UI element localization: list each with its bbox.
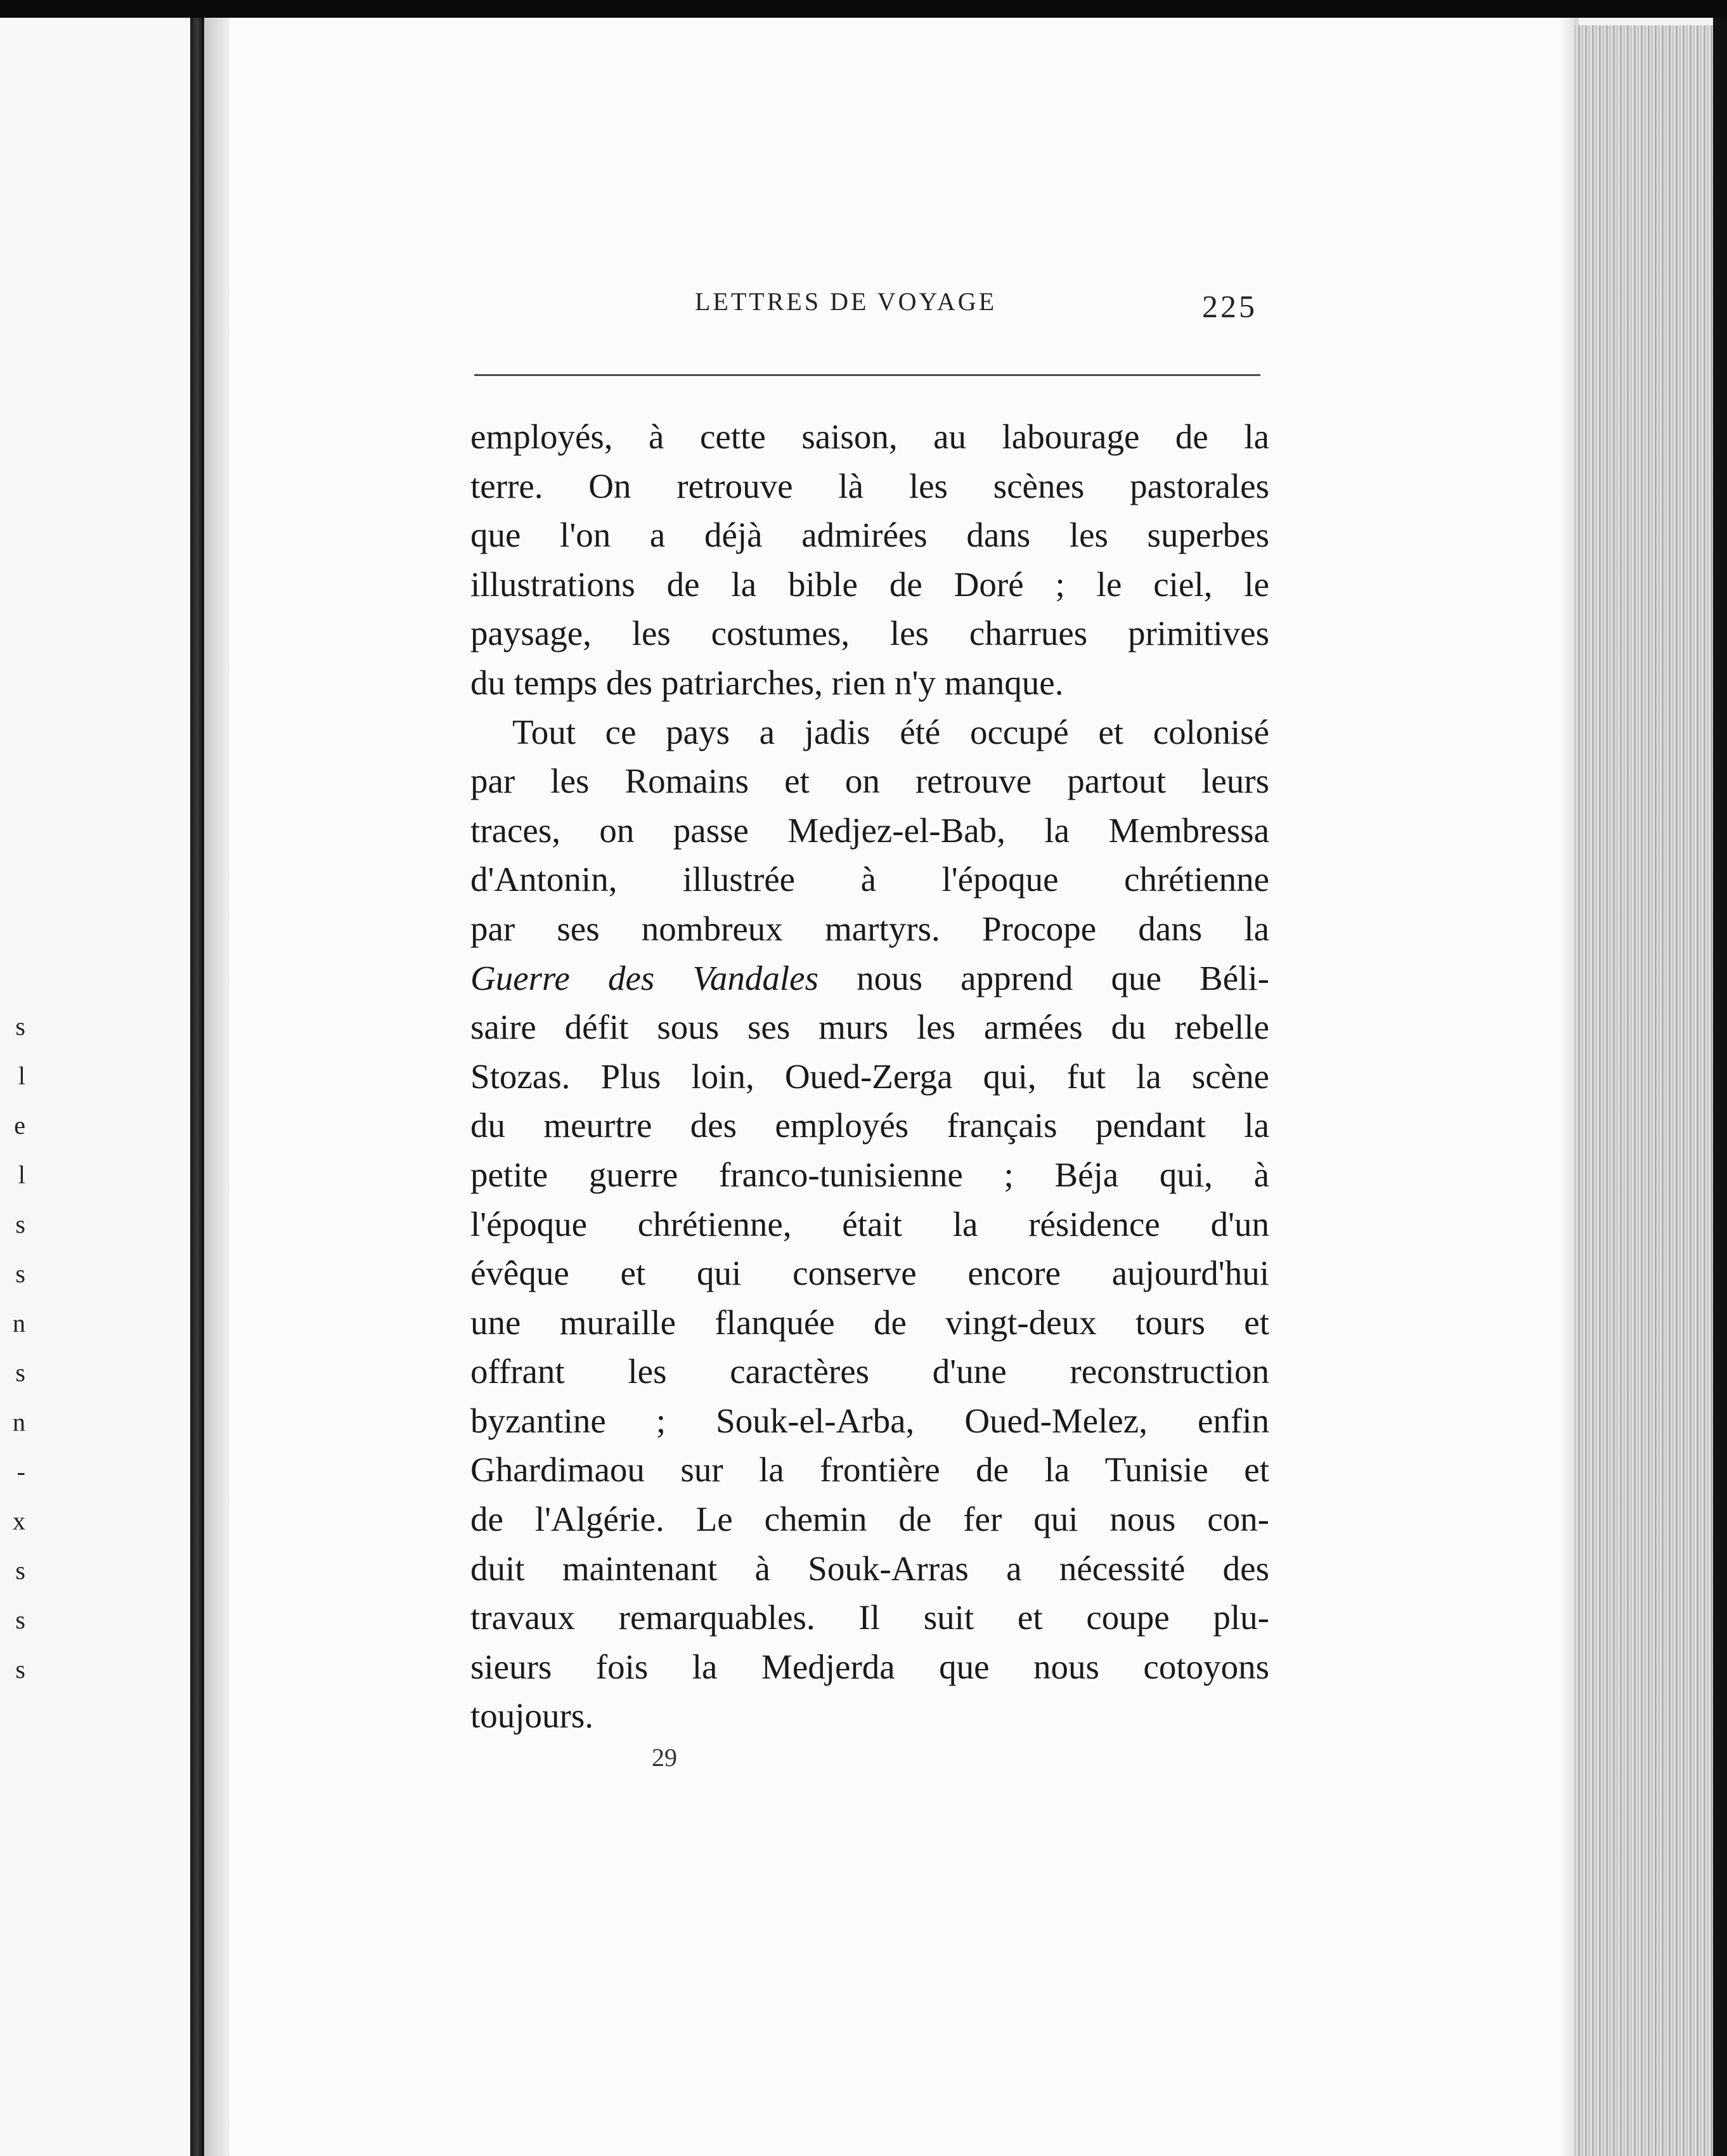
text-line: Ghardimaou sur la frontière de la Tunisie et — [470, 1450, 1269, 1490]
fragment-letter: n — [13, 1408, 25, 1436]
text-line: terre. On retrouve là les scènes pastorales — [470, 466, 1269, 505]
fragment-letter: l — [18, 1062, 25, 1090]
fragment-letter: s — [15, 1012, 25, 1041]
book-spine-shadow — [190, 18, 204, 2156]
fragment-letter: s — [15, 1358, 25, 1387]
text-line: byzantine ; Souk-el-Arba, Oued-Melez, enfin — [470, 1401, 1269, 1440]
facing-page-left — [0, 18, 209, 2156]
running-head-title: LETTRES DE VOYAGE — [695, 287, 997, 316]
text-line: par les Romains et on retrouve partout leurs — [470, 762, 1269, 801]
text-line: Stozas. Plus loin, Oued-Zerga qui, fut la scène — [470, 1056, 1269, 1096]
text-line: de l'Algérie. Le chemin de fer qui nous con- — [470, 1500, 1269, 1539]
text-line: travaux remarquables. Il suit et coupe plu- — [470, 1598, 1269, 1637]
text-line: d'Antonin, illustrée à l'époque chrétienne — [470, 860, 1269, 899]
header-rule — [474, 374, 1260, 376]
book-title-italic: Guerre des Vandales — [470, 958, 818, 997]
scan-top-border — [0, 0, 1727, 18]
text-line: du meurtre des employés français pendant la — [470, 1106, 1269, 1145]
text-line: petite guerre franco-tunisienne ; Béja qui, à — [470, 1155, 1269, 1194]
fragment-letter: s — [15, 1210, 25, 1238]
fragment-letter: s — [15, 1606, 25, 1634]
text-line: employés, à cette saison, au labourage de la — [470, 417, 1269, 456]
text-line: par ses nombreux martyrs. Procope dans la — [470, 909, 1269, 948]
text-line: sieurs fois la Medjerda que nous cotoyons — [470, 1647, 1269, 1686]
text-line: l'époque chrétienne, était la résidence d'un — [470, 1204, 1269, 1244]
fragment-letter: s — [15, 1556, 25, 1585]
fragment-letter: e — [14, 1111, 25, 1140]
fragment-letter: n — [13, 1309, 25, 1337]
text-line: traces, on passe Medjez-el-Bab, la Membressa — [470, 810, 1269, 850]
text-line: que l'on a déjà admirées dans les superbes — [470, 516, 1269, 555]
text-line: saire défit sous ses murs les armées du rebelle — [470, 1008, 1269, 1047]
body-text — [470, 412, 1269, 1741]
fragment-letter: s — [15, 1655, 25, 1684]
fragment-letter: s — [15, 1259, 25, 1288]
scan-right-border — [1713, 18, 1727, 2156]
facing-page-text-fragment — [0, 1002, 25, 1694]
text-line: toujours. — [470, 1696, 594, 1736]
text-line: duit maintenant à Souk-Arras a nécessité des — [470, 1549, 1269, 1588]
text-line: évêque et qui conserve encore aujourd'hui — [470, 1254, 1269, 1293]
page-number: 225 — [1202, 289, 1257, 324]
page-gutter — [204, 18, 230, 2156]
text-line: une muraille flanquée de vingt-deux tours et — [470, 1302, 1269, 1342]
printer-signature-mark: 29 — [652, 1743, 677, 1772]
fragment-letter: l — [18, 1160, 25, 1189]
text-line: du temps des patriarches, rien n'y manque. — [470, 663, 1064, 702]
text-line-with-title — [470, 954, 1269, 1003]
text-line: paysage, les costumes, les charrues primitives — [470, 614, 1269, 653]
page-stack-fore-edge — [1574, 25, 1713, 2156]
text-line: offrant les caractères d'une reconstruction — [470, 1352, 1269, 1391]
fragment-letter: - — [16, 1457, 25, 1486]
paragraph-first-line: Tout ce pays a jadis été occupé et colonisé — [512, 712, 1269, 751]
fragment-letter: x — [13, 1507, 25, 1535]
text-line: illustrations de la bible de Doré ; le ciel, le — [470, 564, 1269, 604]
text-line-rest: nous apprend que Béli- — [857, 958, 1269, 997]
